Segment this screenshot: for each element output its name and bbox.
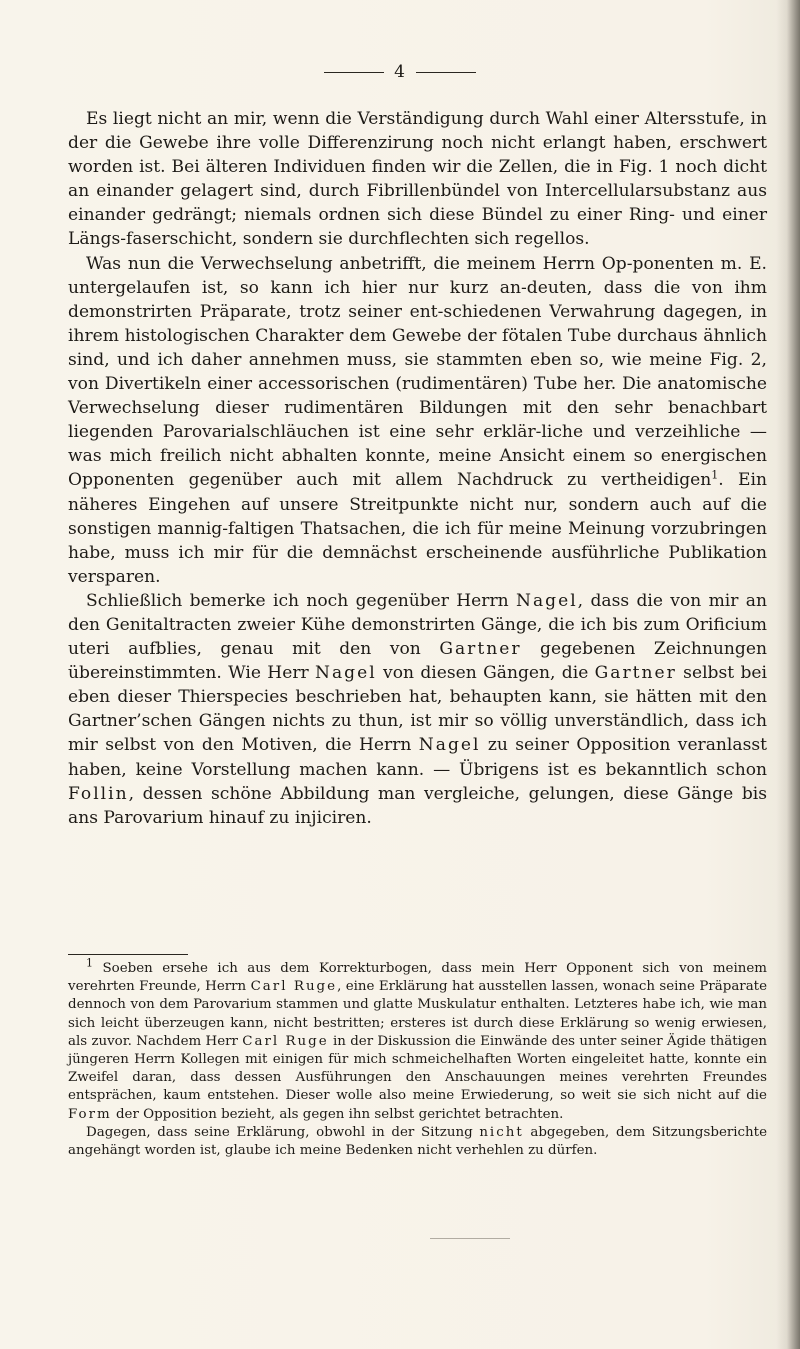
paragraph-3-text: gegebenen Zeichnungen übereinstimmten. Wie Herr — [68, 639, 767, 684]
name-nagel: Nagel — [418, 735, 481, 756]
name-nagel: Nagel — [515, 590, 578, 611]
footnote-marker: 1 — [86, 956, 93, 970]
emphasis-nicht: nicht — [479, 1124, 524, 1140]
page-edge-shadow — [776, 0, 800, 1349]
footnote-text: , eine Erklärung hat ausstellen lassen, wonach seine Präparate dennoch von dem Parovarium stammen und glatte Muskulatur enthalten. Letzteres habe ich, wie man sich leicht überzeugen kann, nicht bestritten; ersteres ist durch diese Erklärung so wenig erwiesen, als zuvor. Nachdem Herr — [68, 979, 767, 1049]
main-text — [68, 107, 767, 830]
header-dash-right — [416, 72, 476, 73]
paragraph-2 — [68, 252, 767, 589]
emphasis-form: Form — [68, 1106, 112, 1122]
name-gartner: Gartner — [439, 639, 522, 660]
footnote-reference[interactable]: 1 — [711, 468, 719, 482]
page-number-header — [0, 62, 800, 82]
footnote-text: Dagegen, dass seine Erklärung, obwohl in der Sitzung — [86, 1124, 480, 1140]
bottom-rule — [430, 1238, 510, 1239]
name-gartner: Gartner — [594, 663, 677, 684]
name-nagel: Nagel — [315, 663, 377, 684]
name-follin: Follin — [68, 783, 129, 804]
paragraph-3-text: selbst bei eben dieser Thierspecies beschrieben hat, behaupten kann, sie hätten mit den Gartner’schen Gängen nichts zu thun, ist mir so völlig unverständlich, dass ich mir selbst von den Motiven, die Herrn — [68, 663, 767, 756]
footnote-text: abgegeben, dem Sitzungsberichte angehängt worden ist, glaube ich meine Bedenken nicht verhehlen zu dürfen. — [68, 1124, 767, 1159]
paragraph-1: Es liegt nicht an mir, wenn die Verständigung durch Wahl einer Altersstufe, in der die Gewebe ihre volle Differenzirung noch nicht erlangt haben, erschwert worden ist. Bei älteren Individuen finden wir die Zellen, die in Fig. 1 noch dicht an einander gelagert sind, durch Fibrillenbündel von Intercellularsubstanz aus einander gedrängt; niemals ordnen sich diese Bündel zu einer Ring- und einer Längs-faserschicht, sondern sie durchflechten sich regellos. — [68, 109, 767, 250]
name-carl-ruge: Carl Ruge — [242, 1033, 329, 1049]
footnote-text: Soeben ersehe ich aus dem Korrekturbogen, dass mein Herr Opponent sich von meinem verehrten Freunde, Herrn — [68, 961, 767, 995]
footnote-1 — [68, 956, 768, 1124]
paragraph-2-part-1: Was nun die Verwechselung anbetrifft, die meinem Herrn Op-ponenten m. E. untergelaufen ist, so kann ich hier nur kurz an-deuten, dass die von ihm demonstrirten Präparate, trotz seiner ent-schiedenen Verwahrung dagegen, in ihrem histologischen Charakter dem Gewebe der fötalen Tube durchaus ähnlich sind, und ich daher annehmen muss, sie stammten eben so, wie meine Fig. 2, von Divertikeln einer accessorischen (rudimentären) Tube her. Die anatomische Verwechselung dieser rudimentären Bildungen mit den sehr benachbart liegenden Parovarialschläuchen ist eine sehr erklär-liche und verzeihliche — was mich freilich nicht abhalten konnte, meine Ansicht einem so energischen Opponenten gegenüber auch mit allem Nachdruck zu vertheidigen — [68, 253, 767, 491]
footnote-separator — [68, 954, 188, 955]
paragraph-2-part-2: . Ein näheres Eingehen auf unsere Streitpunkte nicht nur, sondern auch auf die sonstigen mannig-faltigen Thatsachen, die ich für meine Meinung vorzubringen habe, muss ich mir für die demnächst erscheinende ausführliche Publikation versparen. — [68, 470, 767, 587]
paragraph-3-text: von diesen Gängen, die — [376, 663, 595, 684]
paragraph-3-text: , dessen schöne Abbildung man vergleiche, gelungen, diese Gänge bis ans Parovarium hinauf zu injiciren. — [68, 783, 767, 828]
header-dash-left — [324, 72, 384, 73]
page-number: 4 — [394, 62, 406, 82]
paragraph-3-text: , dass die von mir an den Genitaltracten zweier Kühe demonstrirten Gänge, die ich bis zum Orificium uteri aufblies, genau mit den von — [68, 590, 767, 660]
paragraph-3 — [68, 589, 767, 830]
footnotes — [68, 956, 768, 1160]
paragraph-3-text: Schließlich bemerke ich noch gegenüber Herrn — [86, 590, 516, 611]
footnote-text: der Opposition bezieht, als gegen ihn selbst gerichtet betrachten. — [111, 1106, 564, 1122]
name-carl-ruge: Carl Ruge — [250, 979, 338, 995]
footnote-text: in der Diskussion die Einwände des unter seiner Ägide thätigen jüngeren Herrn Kollegen mit einigen für mich schmeichelhaften Worten eingeleitet hatte, konnte ein Zweifel daran, dass dessen Ausführungen den Anschauungen meines verehrten Freundes entsprächen, kaum entstehen. Dieser wolle also meine Erwiederung, so weit sie sich nicht auf die — [68, 1033, 768, 1104]
paragraph-3-text: zu seiner Opposition veranlasst haben, keine Vorstellung machen kann. — Übrigens ist es bekanntlich schon — [68, 735, 767, 780]
footnote-1-continued — [68, 1124, 767, 1160]
